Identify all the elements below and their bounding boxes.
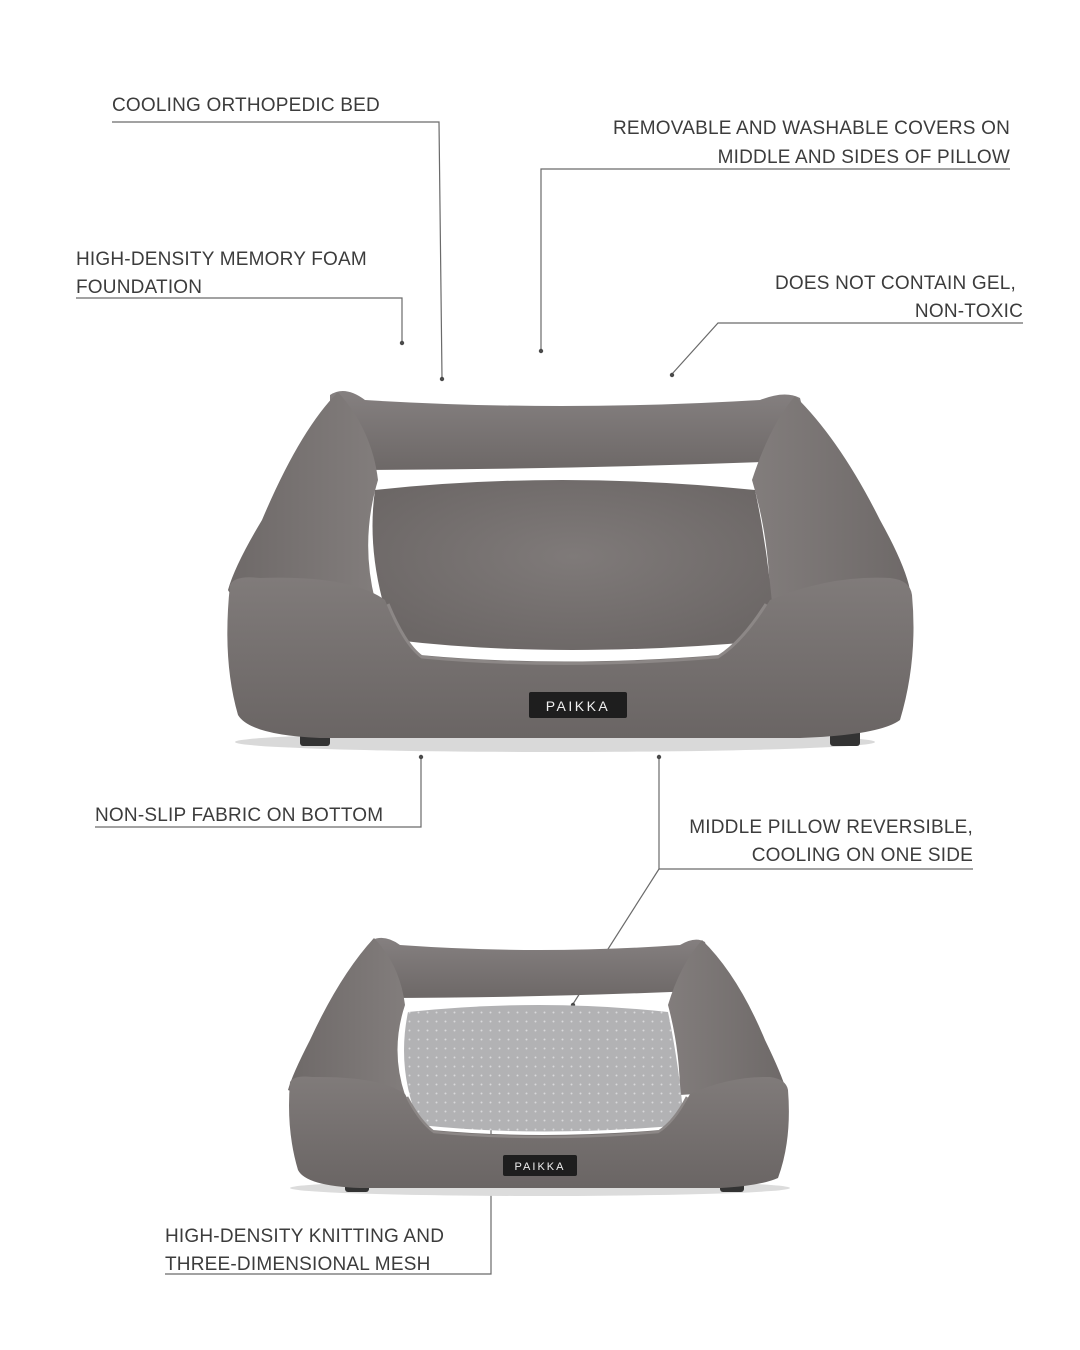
callout-foam-line2: FOUNDATION	[76, 277, 203, 298]
callout-mesh-line2: THREE-DIMENSIONAL MESH	[165, 1254, 431, 1275]
brand-logo-text-large: PAIKKA	[545, 698, 611, 714]
bed-left-wall	[228, 392, 378, 600]
small-bed-mesh-cushion	[404, 1005, 684, 1132]
callout-covers-line2: MIDDLE AND SIDES OF PILLOW	[717, 147, 1010, 168]
small-bed-back-wall	[372, 938, 718, 998]
callout-gel-line1: DOES NOT CONTAIN GEL,	[774, 273, 1016, 294]
callout-pillow-line1: MIDDLE PILLOW REVERSIBLE,	[689, 817, 973, 838]
callout-pillow-line2: COOLING ON ONE SIDE	[751, 845, 973, 866]
brand-logo-text-small: PAIKKA	[514, 1161, 566, 1173]
small-bed-left-wall	[288, 938, 405, 1095]
bed-back-wall	[330, 391, 815, 470]
bed-cushion	[373, 480, 776, 650]
callout-mesh-line1: HIGH-DENSITY KNITTING AND	[165, 1226, 445, 1247]
small-bed-right-wall	[668, 940, 786, 1095]
callout-foam-line1: HIGH-DENSITY MEMORY FOAM	[76, 249, 367, 270]
callout-non-slip: NON-SLIP FABRIC ON BOTTOM	[95, 805, 384, 826]
bed-right-wall	[752, 396, 910, 605]
callout-gel-line2: NON-TOXIC	[914, 301, 1023, 322]
callout-cooling-bed: COOLING ORTHOPEDIC BED	[112, 95, 380, 116]
callout-covers-line1: REMOVABLE AND WASHABLE COVERS ON	[612, 118, 1010, 139]
